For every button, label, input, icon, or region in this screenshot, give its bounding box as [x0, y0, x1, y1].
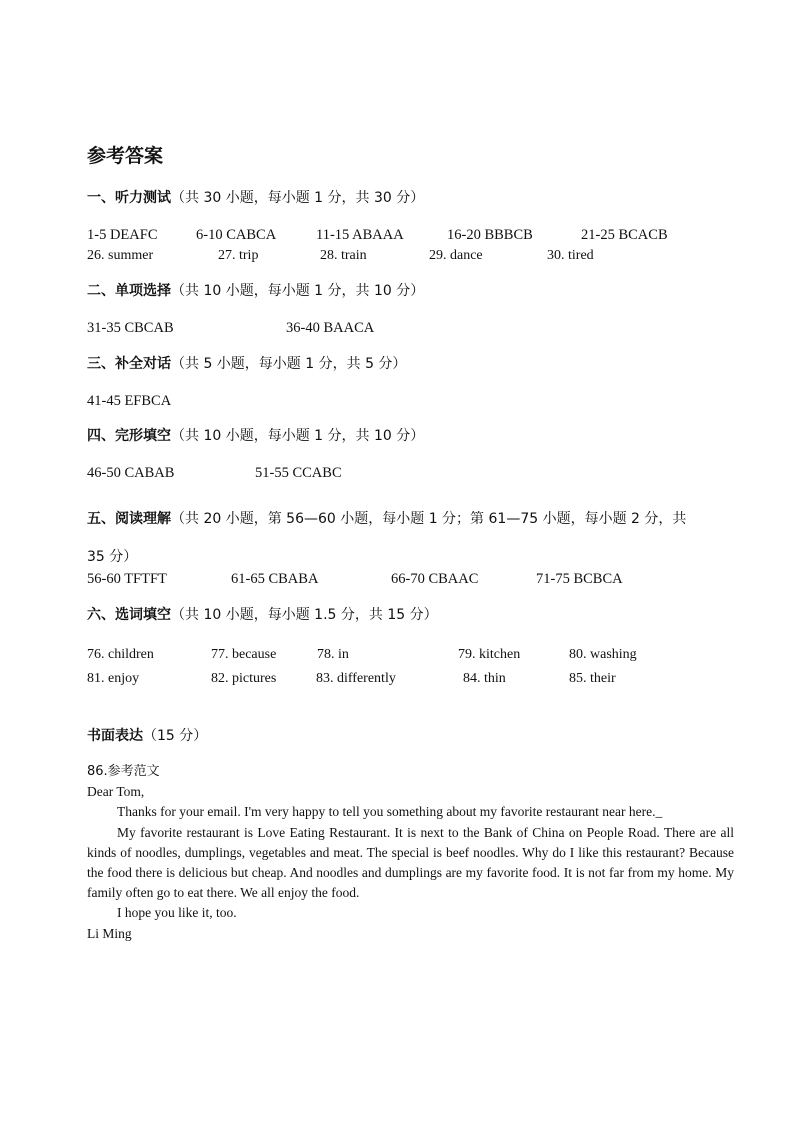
letter-signature: Li Ming: [87, 925, 132, 941]
answer-item: 31-35 CBCAB: [87, 320, 174, 336]
answer-item: 81. enjoy: [87, 671, 140, 686]
section-heading-listening: [87, 187, 424, 207]
page-title: 参考答案: [87, 145, 164, 167]
answer-item: 6-10 CABCA: [196, 227, 277, 243]
answer-item: 84. thin: [463, 671, 506, 686]
letter-paragraph: My favorite restaurant is Love Eating Restaurant. It is next to the Bank of China on People Road. There are all kinds of noodles, dumplings, vegetables and meat. The special is beef noodles. Why do I like this restaurant? Because the food there is delicious but cheap. And noodles and dumplings are my favorite food. It is not far from my home. My family often go to eat there. We all enjoy the food.: [87, 824, 734, 901]
answer-item: 79. kitchen: [458, 647, 521, 662]
section-heading-dialogue: [87, 353, 406, 373]
sample-essay: [87, 762, 734, 944]
section-heading-label: 二、单项选择: [87, 283, 171, 299]
answer-item: 82. pictures: [211, 671, 277, 686]
section-heading-detail: （共 10 小题，每小题 1.5 分，共 15 分）: [171, 607, 438, 623]
answer-item: 36-40 BAACA: [286, 320, 375, 336]
answer-item: 71-75 BCBCA: [536, 571, 623, 587]
section-heading-single-choice: [87, 280, 424, 300]
section-heading-label: 五、阅读理解: [87, 511, 171, 527]
answer-item: 85. their: [569, 671, 616, 686]
answer-item: 80. washing: [569, 647, 637, 662]
answer-item: 26. summer: [87, 248, 154, 263]
answer-item: 11-15 ABAAA: [316, 227, 404, 243]
section-heading-detail: （共 5 小题，每小题 1 分，共 5 分）: [171, 356, 407, 372]
section-heading-word-fill: [87, 604, 438, 624]
section-heading-detail: （15 分）: [143, 728, 208, 744]
answer-item: 41-45 EFBCA: [87, 393, 172, 409]
section-heading-label: 书面表达: [87, 728, 143, 744]
answer-item: 21-25 BCACB: [581, 227, 668, 243]
answer-item: 56-60 TFTFT: [87, 571, 167, 587]
answer-item: 46-50 CABAB: [87, 465, 175, 481]
letter-paragraph: Thanks for your email. I'm very happy to tell you something about my favorite restaurant near here._: [117, 804, 663, 820]
answer-item: 29. dance: [429, 248, 483, 263]
answer-item: 77. because: [211, 647, 277, 662]
section-heading-label: 三、补全对话: [87, 356, 171, 372]
answer-item: 28. train: [320, 248, 367, 263]
answer-item: 61-65 CBABA: [231, 571, 319, 587]
answer-item: 78. in: [317, 647, 349, 662]
answer-item: 51-55 CCABC: [255, 465, 342, 481]
section-heading-label: 一、听力测试: [87, 190, 171, 206]
section-heading-detail: （共 20 小题，第 56—60 小题，每小题 1 分；第 61—75 小题，每小题 2 分，共: [171, 511, 687, 527]
section-heading-reading: [87, 508, 686, 528]
letter-greeting: Dear Tom,: [87, 784, 145, 800]
section-heading-writing: [87, 725, 207, 745]
answer-item: 76. children: [87, 647, 154, 662]
answer-item: 66-70 CBAAC: [391, 571, 479, 587]
sample-label: 86.参考范文: [87, 764, 160, 779]
answer-item: 1-5 DEAFC: [87, 227, 158, 243]
answer-item: 16-20 BBBCB: [447, 227, 533, 243]
answer-item: 27. trip: [218, 248, 259, 263]
section-heading-detail: （共 30 小题，每小题 1 分，共 30 分）: [171, 190, 425, 206]
letter-paragraph: I hope you like it, too.: [117, 905, 237, 921]
answer-item: 30. tired: [547, 248, 594, 263]
section-heading-label: 四、完形填空: [87, 428, 171, 444]
section-heading-detail: （共 10 小题，每小题 1 分，共 10 分）: [171, 283, 425, 299]
section-heading-label: 六、选词填空: [87, 607, 171, 623]
answer-item: 83. differently: [316, 671, 396, 686]
section-heading-cloze: [87, 425, 424, 445]
section-heading-detail: （共 10 小题，每小题 1 分，共 10 分）: [171, 428, 425, 444]
section-heading-continuation: 35 分）: [87, 549, 138, 565]
